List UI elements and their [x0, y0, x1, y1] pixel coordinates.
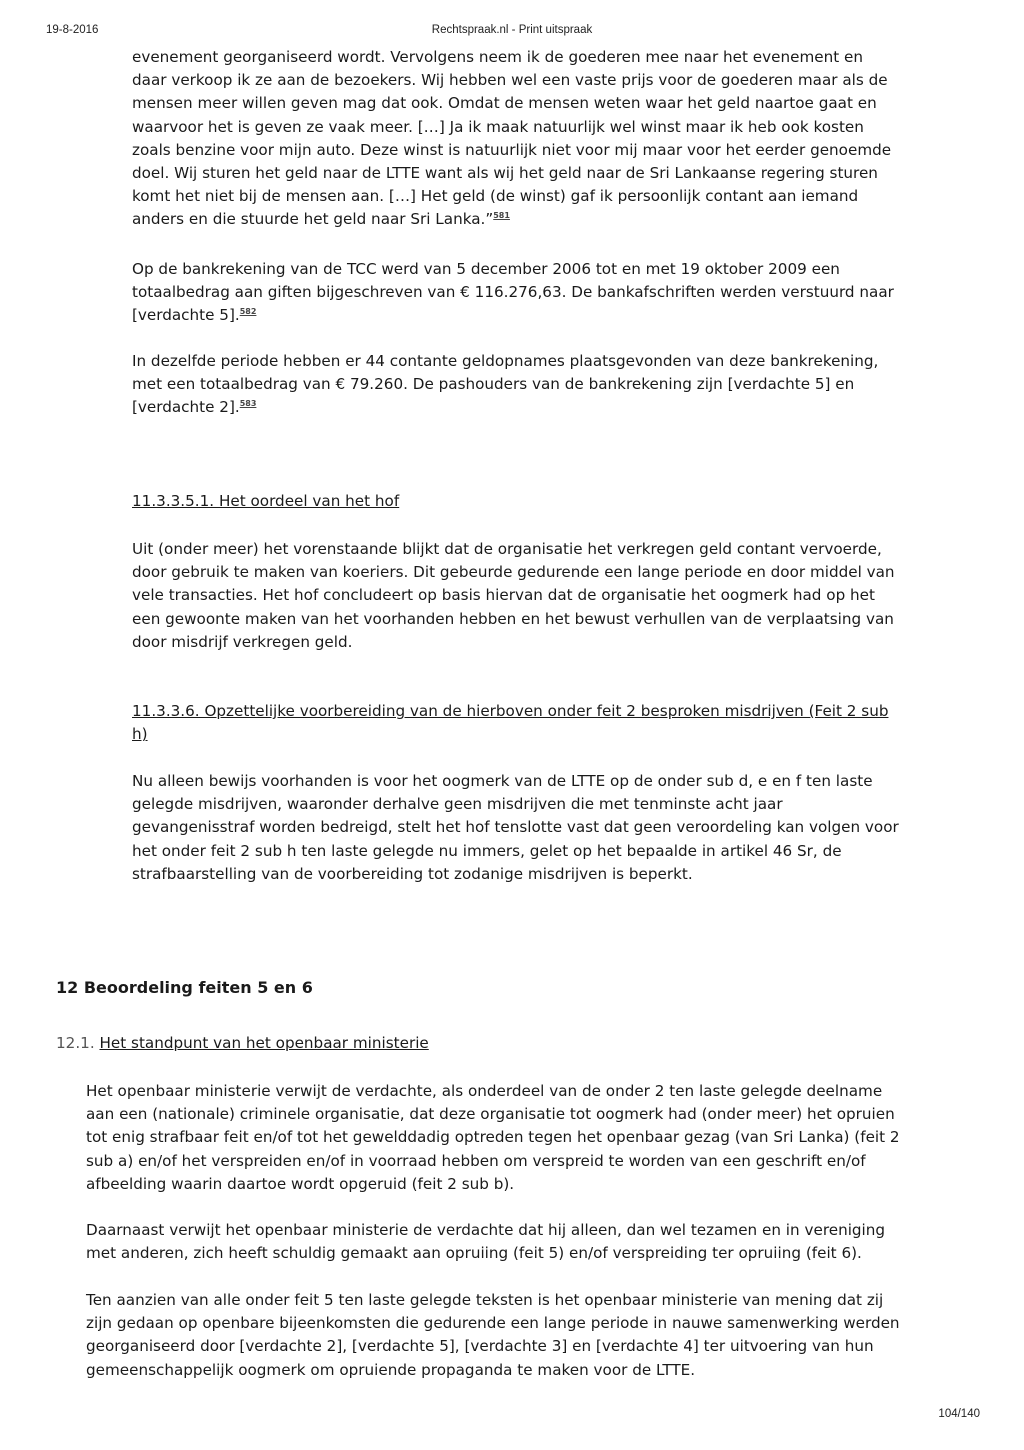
paragraph-om-accusation: Het openbaar ministerie verwijt de verdachte, als onderdeel van de onder 2 ten laste gelegde deelname aan een (nationale) criminele organisatie, dat deze organisatie tot oogmerk had (onder meer) het opruien tot enig strafbaar feit en/of tot het gewelddadig optreden tegen het openbaar gezag (van Sri Lanka) (feit 2 sub a) en/of het verspreiden en/of in voorraad hebben om verspreid te worden van een geschrift en/of afbeelding waarin daartoe wordt opgeruid (feit 2 sub b).	[86, 1082, 900, 1193]
subsection-title: Het standpunt van het openbaar ministerie	[99, 1034, 429, 1052]
paragraph-text: evenement georganiseerd wordt. Vervolgens neem ik de goederen mee naar het evenement en daar verkoop ik ze aan de bezoekers. Wij hebben wel een vaste prijs voor de goederen maar als de mensen meer willen geven mag dat ook. Omdat de mensen weten waar het geld naartoe gaat en waarvoor het is geven ze vaak meer. […] Ja ik maak natuurlijk wel winst maar ik heb ook kosten zoals benzine voor mijn auto. Deze winst is natuurlijk niet voor mij maar voor het eerder genoemde doel. Wij sturen het geld naar de LTTE want als wij het geld naar de Sri Lankaanse regering sturen komt het niet bij de mensen aan. […] Het geld (de winst) gaf ik persoonlijk contant aan iemand anders en die stuurde het geld naar Sri Lanka.”	[132, 48, 892, 229]
paragraph-court-judgment: Uit (onder meer) het vorenstaande blijkt dat de organisatie het verkregen geld contant vervoerde, door gebruik te maken van koeriers. Dit gebeurde gedurende een lange periode en door middel van vele transacties. Het hof concludeert op basis hiervan dat de organisatie het oogmerk had op het een gewoonte maken van het voorhanden hebben en het bewust verhullen van de verplaatsing van door misdrijf verkregen geld.	[132, 540, 895, 651]
paragraph-quote	[132, 46, 902, 232]
section-heading-12	[56, 976, 313, 999]
paragraph-text: In dezelfde periode hebben er 44 contante geldopnames plaatsgevonden van deze bankrekening, met een totaalbedrag van € 79.260. De pashouders van de bankrekening zijn [verdachte 5] en [verdachte 2].	[132, 352, 879, 417]
print-page-title: Rechtspraak.nl - Print uitspraak	[431, 24, 593, 36]
footnote-link-581[interactable]: 581	[493, 211, 510, 221]
subsection-heading-12-1	[56, 1032, 429, 1055]
subsection-heading-11-3-3-6: 11.3.3.6. Opzettelijke voorbereiding van de hierboven onder feit 2 besproken misdrijven (Feit 2 sub h)	[132, 702, 889, 744]
paragraph-preparation: Nu alleen bewijs voorhanden is voor het oogmerk van de LTTE op de onder sub d, e en f ten laste gelegde misdrijven, waaronder derhalve geen misdrijven die met tenminste acht jaar gevangenisstraf worden bedreigd, stelt het hof tenslotte vast dat geen veroordeling kan volgen voor het onder feit 2 sub h ten laste gelegde nu immers, gelet op het bepaalde in artikel 46 Sr, de strafbaarstelling van de voorbereiding tot zodanige misdrijven is beperkt.	[132, 772, 899, 883]
paragraph-text: Op de bankrekening van de TCC werd van 5 december 2006 tot en met 19 oktober 2009 een totaalbedrag aan giften bijgeschreven van € 116.276,63. De bankafschriften werden verstuurd naar [verdachte 5].	[132, 260, 894, 325]
section-title: Beoordeling feiten 5 en 6	[83, 978, 313, 997]
subsection-heading-11-3-3-5-1: 11.3.3.5.1. Het oordeel van het hof	[132, 492, 400, 510]
section-number: 12	[56, 978, 79, 997]
footnote-link-583[interactable]: 583	[239, 399, 257, 409]
paragraph-om-additional: Daarnaast verwijt het openbaar ministerie de verdachte dat hij alleen, dan wel tezamen en in vereniging met anderen, zich heeft schuldig gemaakt aan opruiing (feit 5) en/of verspreiding ter opruiing (feit 6).	[86, 1221, 886, 1263]
paragraph-om-opinion: Ten aanzien van alle onder feit 5 ten laste gelegde teksten is het openbaar ministerie van mening dat zij zijn gedaan op openbare bijeenkomsten die gedurende een lange periode in nauwe samenwerking werden georganiseerd door [verdachte 2], [verdachte 5], [verdachte 3] en [verdachte 4] ter uitvoering van hun gemeenschappelijk oogmerk om opruiende propaganda te maken voor de LTTE.	[86, 1291, 900, 1379]
paragraph-bank-account	[132, 258, 902, 328]
subsection-number: 12.1.	[56, 1034, 95, 1052]
page-number: 104/140	[938, 1408, 980, 1420]
footnote-link-582[interactable]: 582	[239, 307, 257, 317]
print-date: 19-8-2016	[46, 24, 99, 36]
paragraph-withdrawals	[132, 350, 902, 420]
